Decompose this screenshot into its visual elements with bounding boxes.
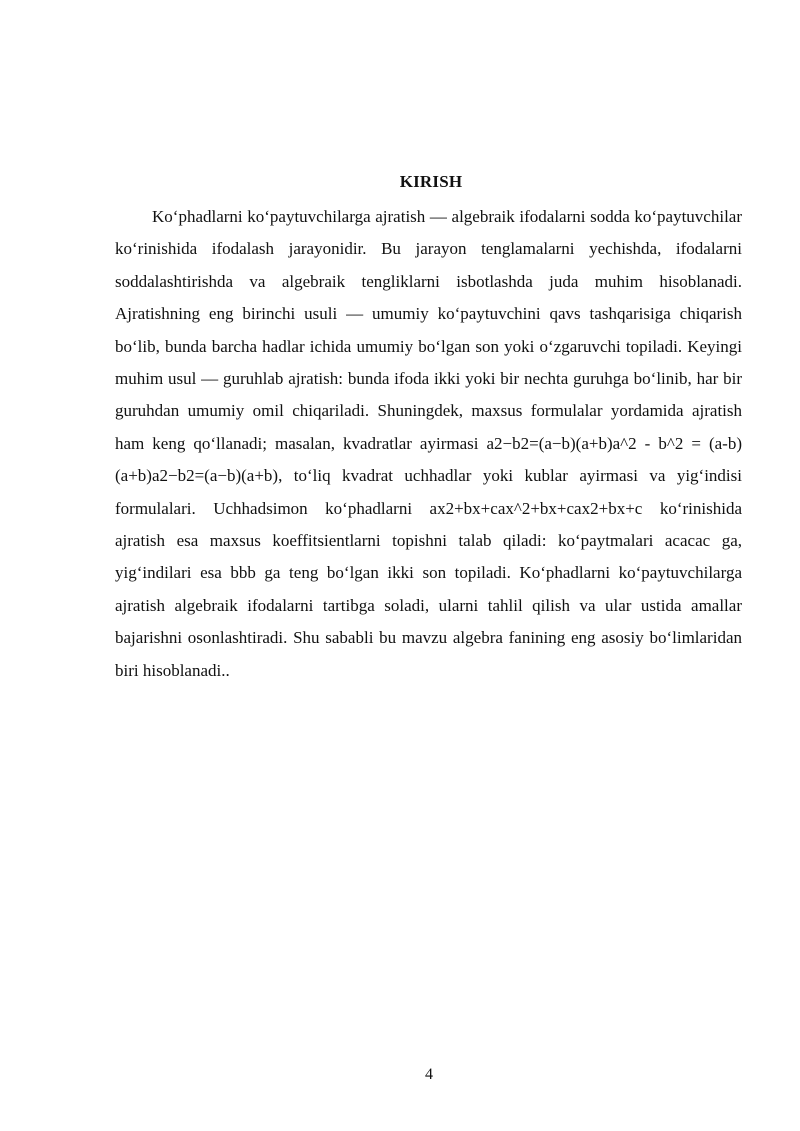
page-number: 4 <box>425 1066 433 1083</box>
body-paragraph: Ko‘phadlarni ko‘paytuvchilarga ajratish — algebraik ifodalarni sodda ko‘paytuvchilar ko‘rinishida ifodalash jarayonidir. Bu jarayon tenglamalarni yechishda, ifodalarni soddalashtirishda va algebraik tengliklarni isbotlashda juda muhim hisoblanadi. Ajratishning eng birinchi usuli — umumiy ko‘paytuvchini qavs tashqarisiga chiqarish bo‘lib, bunda barcha hadlar ichida umumiy bo‘lgan son yoki o‘zgaruvchi topiladi. Keyingi muhim usul — guruhlab ajratish: bunda ifoda ikki yoki bir nechta guruhga bo‘linib, har bir guruhdan umumiy omil chiqariladi. Shuningdek, maxsus formulalar yordamida ajratish ham keng qo‘llanadi; masalan, kvadratlar ayirmasi a2−b2=(a−b)(a+b)a^2 - b^2 = (a-b)(a+b)a2−b2=(a−b)(a+b), to‘liq kvadrat uchhadlar yoki kublar ayirmasi va yig‘indisi formulalari. Uchhadsimon ko‘phadlarni ax2+bx+cax^2+bx+cax2+bx+c ko‘rinishida ajratish esa maxsus koeffitsientlarni topishni talab qiladi: ko‘paytmalari acacac ga, yig‘indilari esa bbb ga teng bo‘lgan ikki son topiladi. Ko‘phadlarni ko‘paytuvchilarga ajratish algebraik ifodalarni tartibga soladi, ularni tahlil qilish va ular ustida amallar bajarishni osonlashtiradi. Shu sababli bu mavzu algebra fanining eng asosiy bo‘limlaridan biri hisoblanadi.. <box>115 207 742 680</box>
section-heading: KIRISH <box>399 172 463 191</box>
